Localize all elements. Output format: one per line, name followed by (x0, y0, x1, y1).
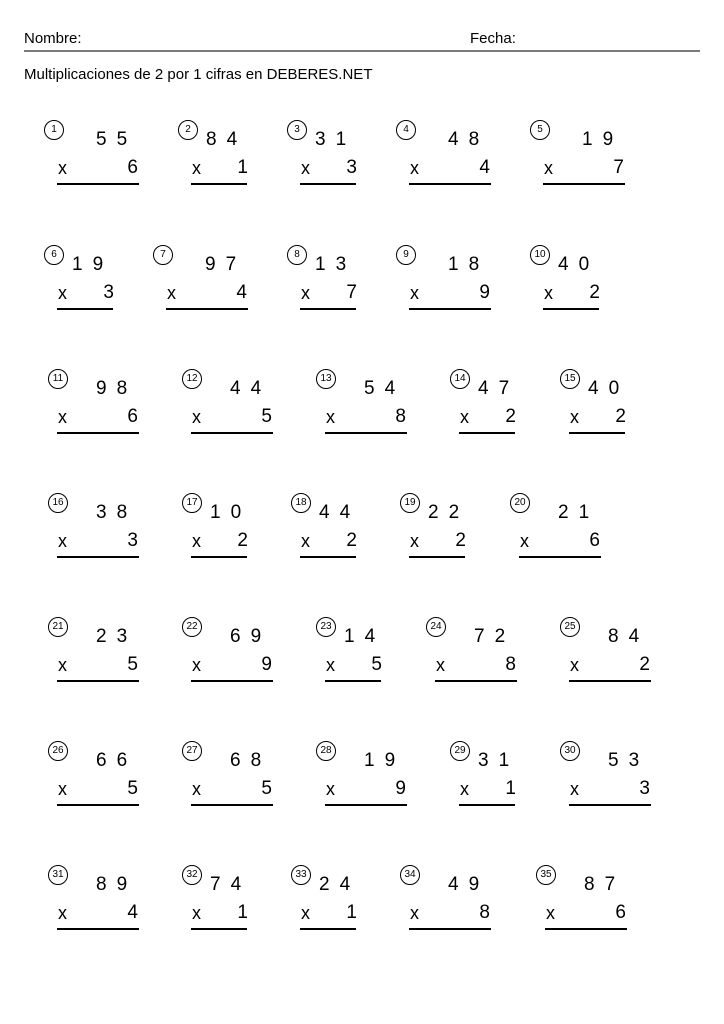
multiplier: 1 (346, 902, 357, 923)
top-operand: 44 (319, 502, 361, 523)
times-sign: x (58, 903, 67, 923)
answer-line (191, 804, 273, 806)
times-sign: x (192, 407, 201, 427)
problem-18 (291, 493, 411, 573)
answer-line (325, 432, 407, 434)
problem-23 (316, 617, 436, 697)
multiplier: 2 (505, 406, 516, 427)
times-sign: x (410, 283, 419, 303)
times-sign: x (570, 655, 579, 675)
problem-number-badge: 34 (400, 865, 420, 885)
multiplier: 6 (127, 406, 138, 427)
multiplier: 5 (261, 778, 272, 799)
problem-number-badge: 33 (291, 865, 311, 885)
answer-line (409, 928, 491, 930)
problem-number-badge: 1 (44, 120, 64, 140)
answer-line (325, 804, 407, 806)
problem-15 (560, 369, 680, 449)
problem-3 (287, 120, 407, 200)
problem-number-badge: 35 (536, 865, 556, 885)
times-sign: x (58, 407, 67, 427)
problem-number-badge: 4 (396, 120, 416, 140)
times-sign: x (301, 158, 310, 178)
multiplier: 8 (395, 406, 406, 427)
times-sign: x (301, 903, 310, 923)
problem-20 (510, 493, 630, 573)
problem-2 (178, 120, 298, 200)
problem-number-badge: 29 (450, 741, 470, 761)
multiplier: 5 (127, 778, 138, 799)
problem-number-badge: 14 (450, 369, 470, 389)
top-operand: 14 (344, 626, 386, 647)
top-operand: 19 (364, 750, 406, 771)
answer-line (569, 804, 651, 806)
times-sign: x (436, 655, 445, 675)
multiplier: 3 (639, 778, 650, 799)
top-operand: 31 (478, 750, 520, 771)
answer-line (545, 928, 627, 930)
top-operand: 74 (210, 874, 252, 895)
problem-31 (48, 865, 168, 945)
answer-line (57, 928, 139, 930)
multiplier: 2 (589, 282, 600, 303)
answer-line (57, 308, 113, 310)
problem-number-badge: 13 (316, 369, 336, 389)
multiplier: 2 (639, 654, 650, 675)
answer-line (300, 928, 356, 930)
multiplier: 5 (127, 654, 138, 675)
times-sign: x (570, 779, 579, 799)
top-operand: 21 (558, 502, 600, 523)
answer-line (325, 680, 381, 682)
problem-number-badge: 31 (48, 865, 68, 885)
multiplier: 4 (479, 157, 490, 178)
answer-line (543, 308, 599, 310)
top-operand: 38 (96, 502, 138, 523)
top-operand: 66 (96, 750, 138, 771)
multiplier: 8 (505, 654, 516, 675)
top-operand: 68 (230, 750, 272, 771)
times-sign: x (301, 283, 310, 303)
top-operand: 84 (206, 129, 248, 150)
times-sign: x (460, 407, 469, 427)
answer-line (191, 556, 247, 558)
times-sign: x (301, 531, 310, 551)
multiplier: 2 (455, 530, 466, 551)
multiplier: 6 (127, 157, 138, 178)
problem-number-badge: 11 (48, 369, 68, 389)
answer-line (166, 308, 248, 310)
top-operand: 97 (205, 254, 247, 275)
answer-line (300, 556, 356, 558)
answer-line (409, 308, 491, 310)
answer-line (191, 432, 273, 434)
answer-line (57, 680, 139, 682)
name-label: Nombre: (24, 30, 82, 47)
answer-line (57, 556, 139, 558)
top-operand: 54 (364, 378, 406, 399)
problem-13 (316, 369, 436, 449)
answer-line (435, 680, 517, 682)
answer-line (459, 432, 515, 434)
problem-8 (287, 245, 407, 325)
multiplier: 9 (395, 778, 406, 799)
multiplier: 7 (346, 282, 357, 303)
problem-34 (400, 865, 520, 945)
top-operand: 13 (315, 254, 357, 275)
problem-number-badge: 9 (396, 245, 416, 265)
problem-16 (48, 493, 168, 573)
times-sign: x (192, 903, 201, 923)
times-sign: x (192, 158, 201, 178)
answer-line (300, 183, 356, 185)
problem-number-badge: 7 (153, 245, 173, 265)
problem-number-badge: 21 (48, 617, 68, 637)
multiplier: 6 (589, 530, 600, 551)
times-sign: x (192, 779, 201, 799)
answer-line (191, 680, 273, 682)
top-operand: 18 (448, 254, 490, 275)
problem-19 (400, 493, 520, 573)
multiplier: 5 (371, 654, 382, 675)
problem-6 (44, 245, 164, 325)
problem-number-badge: 20 (510, 493, 530, 513)
answer-line (57, 183, 139, 185)
problem-26 (48, 741, 168, 821)
answer-line (191, 928, 247, 930)
problem-24 (426, 617, 546, 697)
problem-number-badge: 18 (291, 493, 311, 513)
top-operand: 87 (584, 874, 626, 895)
problem-number-badge: 3 (287, 120, 307, 140)
top-operand: 72 (474, 626, 516, 647)
problem-number-badge: 16 (48, 493, 68, 513)
multiplier: 1 (237, 157, 248, 178)
times-sign: x (58, 283, 67, 303)
times-sign: x (546, 903, 555, 923)
top-operand: 98 (96, 378, 138, 399)
problem-1 (44, 120, 164, 200)
top-operand: 31 (315, 129, 357, 150)
top-operand: 55 (96, 129, 138, 150)
problem-number-badge: 2 (178, 120, 198, 140)
times-sign: x (410, 903, 419, 923)
answer-line (409, 183, 491, 185)
problem-27 (182, 741, 302, 821)
top-operand: 40 (588, 378, 630, 399)
answer-line (569, 432, 625, 434)
answer-line (57, 432, 139, 434)
problem-30 (560, 741, 680, 821)
problem-number-badge: 28 (316, 741, 336, 761)
multiplier: 8 (479, 902, 490, 923)
answer-line (57, 804, 139, 806)
answer-line (543, 183, 625, 185)
worksheet-title: Multiplicaciones de 2 por 1 cifras en DEBERES.NET (24, 66, 373, 83)
top-operand: 40 (558, 254, 600, 275)
multiplier: 5 (261, 406, 272, 427)
problem-29 (450, 741, 570, 821)
multiplier: 2 (615, 406, 626, 427)
problem-28 (316, 741, 436, 821)
multiplier: 6 (615, 902, 626, 923)
times-sign: x (326, 407, 335, 427)
multiplier: 1 (505, 778, 516, 799)
problem-4 (396, 120, 516, 200)
times-sign: x (58, 531, 67, 551)
answer-line (459, 804, 515, 806)
multiplier: 9 (261, 654, 272, 675)
problem-number-badge: 10 (530, 245, 550, 265)
problem-33 (291, 865, 411, 945)
problem-number-badge: 19 (400, 493, 420, 513)
problem-number-badge: 25 (560, 617, 580, 637)
date-label: Fecha: (470, 30, 516, 47)
problem-number-badge: 6 (44, 245, 64, 265)
problem-7 (153, 245, 273, 325)
problem-10 (530, 245, 650, 325)
top-operand: 10 (210, 502, 252, 523)
problem-35 (536, 865, 656, 945)
problem-number-badge: 30 (560, 741, 580, 761)
multiplier: 3 (103, 282, 114, 303)
multiplier: 3 (127, 530, 138, 551)
times-sign: x (544, 283, 553, 303)
top-operand: 44 (230, 378, 272, 399)
answer-line (519, 556, 601, 558)
problem-14 (450, 369, 570, 449)
problem-12 (182, 369, 302, 449)
multiplier: 3 (346, 157, 357, 178)
answer-line (300, 308, 356, 310)
answer-line (191, 183, 247, 185)
problem-21 (48, 617, 168, 697)
top-operand: 19 (582, 129, 624, 150)
top-operand: 53 (608, 750, 650, 771)
times-sign: x (544, 158, 553, 178)
multiplier: 2 (237, 530, 248, 551)
problem-22 (182, 617, 302, 697)
problem-25 (560, 617, 680, 697)
times-sign: x (326, 655, 335, 675)
problem-17 (182, 493, 302, 573)
times-sign: x (410, 158, 419, 178)
problem-11 (48, 369, 168, 449)
multiplier: 4 (236, 282, 247, 303)
times-sign: x (410, 531, 419, 551)
times-sign: x (570, 407, 579, 427)
multiplier: 1 (237, 902, 248, 923)
problem-number-badge: 17 (182, 493, 202, 513)
multiplier: 4 (127, 902, 138, 923)
times-sign: x (58, 655, 67, 675)
top-operand: 22 (428, 502, 470, 523)
answer-line (409, 556, 465, 558)
times-sign: x (167, 283, 176, 303)
problem-5 (530, 120, 650, 200)
multiplier: 2 (346, 530, 357, 551)
header-divider (24, 50, 700, 52)
problem-number-badge: 8 (287, 245, 307, 265)
times-sign: x (58, 779, 67, 799)
answer-line (569, 680, 651, 682)
top-operand: 89 (96, 874, 138, 895)
multiplier: 9 (479, 282, 490, 303)
problem-number-badge: 12 (182, 369, 202, 389)
top-operand: 24 (319, 874, 361, 895)
problem-number-badge: 22 (182, 617, 202, 637)
top-operand: 19 (72, 254, 114, 275)
problem-number-badge: 27 (182, 741, 202, 761)
problem-number-badge: 26 (48, 741, 68, 761)
times-sign: x (192, 655, 201, 675)
problem-number-badge: 23 (316, 617, 336, 637)
times-sign: x (58, 158, 67, 178)
problem-9 (396, 245, 516, 325)
problem-32 (182, 865, 302, 945)
problem-number-badge: 24 (426, 617, 446, 637)
times-sign: x (192, 531, 201, 551)
problem-number-badge: 32 (182, 865, 202, 885)
problem-number-badge: 5 (530, 120, 550, 140)
top-operand: 23 (96, 626, 138, 647)
problem-number-badge: 15 (560, 369, 580, 389)
top-operand: 69 (230, 626, 272, 647)
top-operand: 49 (448, 874, 490, 895)
top-operand: 84 (608, 626, 650, 647)
top-operand: 48 (448, 129, 490, 150)
top-operand: 47 (478, 378, 520, 399)
times-sign: x (326, 779, 335, 799)
times-sign: x (520, 531, 529, 551)
multiplier: 7 (613, 157, 624, 178)
times-sign: x (460, 779, 469, 799)
